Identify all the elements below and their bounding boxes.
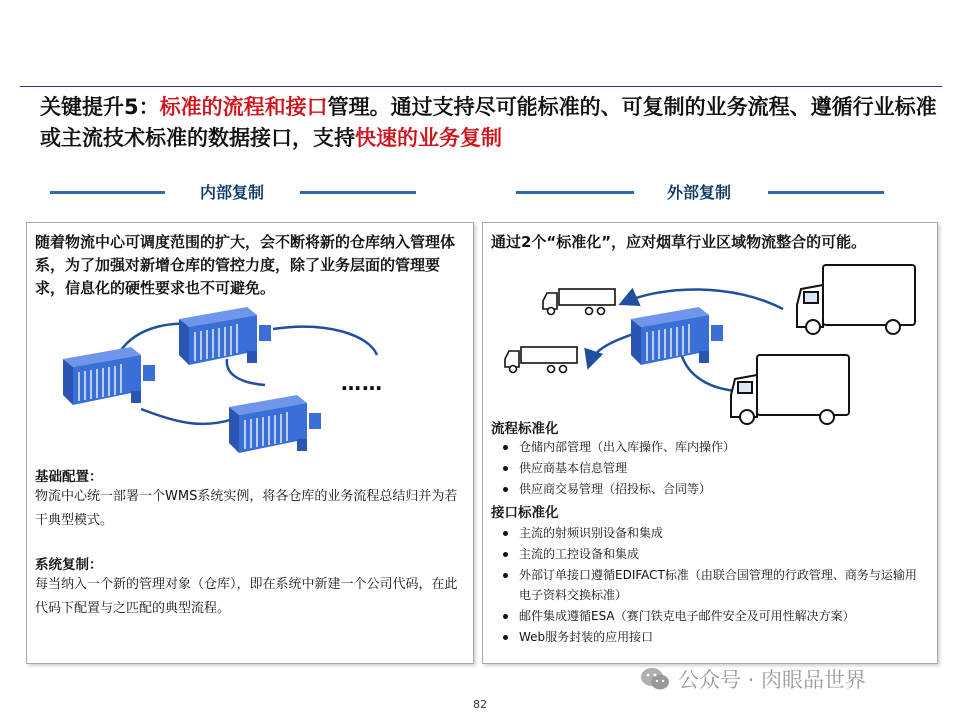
- copy-text: 每当纳入一个新的管理对象（仓库），即在系统中新建一个公司代码，在此代码下配置与之匹配的典型流程。: [35, 577, 458, 616]
- config-text: 物流中心统一部署一个WMS系统实例，将各仓库的业务流程总结归并为若干典型模式。: [35, 489, 458, 528]
- list-item: 邮件集成遵循ESA（赛门铁克电子邮件安全及可用性解决方案）: [497, 606, 923, 626]
- copy-title: 系统复制：: [35, 557, 103, 573]
- flow-arrow: [623, 289, 783, 309]
- warehouse-icon: [179, 307, 271, 365]
- semi-truck-icon: [543, 289, 615, 315]
- headline-highlight-2: 快速的业务复制: [355, 126, 502, 150]
- warehouse-icon: [63, 347, 155, 405]
- bullet-icon: [503, 573, 508, 578]
- bullet-icon: [503, 445, 508, 450]
- section-rule-right: [768, 191, 884, 194]
- bullet-icon: [503, 635, 508, 640]
- bullet-icon: [503, 487, 508, 492]
- external-copy-panel: [482, 222, 938, 664]
- more-warehouses-ellipsis: ……: [341, 371, 383, 395]
- list-item: 主流的工控设备和集成: [497, 544, 923, 564]
- internal-section-title: 内部复制: [199, 183, 264, 202]
- headline: [40, 92, 940, 154]
- section-rule-left: [516, 191, 634, 194]
- internal-intro-text: 随着物流中心可调度范围的扩大，会不断将新的仓库纳入管理体系，为了加强对新增仓库的管控力度，除了业务层面的管理要求，信息化的硬性要求也不可避免。: [35, 233, 456, 297]
- external-section-header: [0, 178, 960, 206]
- top-rule: [20, 86, 942, 87]
- box-truck-icon: [797, 265, 915, 334]
- warehouse-icon: [229, 395, 321, 453]
- interface-standardization-list: [497, 523, 923, 648]
- list-item: 主流的射频识别设备和集成: [497, 523, 923, 543]
- watermark-text: 公众号 · 肉眼品世界: [678, 668, 867, 692]
- external-intro-text: 通过2个“标准化”，应对烟草行业区域物流整合的可能。: [491, 233, 867, 251]
- bullet-icon: [503, 466, 508, 471]
- bullet-icon: [503, 531, 508, 536]
- headline-middle: 管理。通过支持尽可能标准的、可复制的业务流程、遵循行业标准或主流技术标准的数据接口，支持: [40, 95, 937, 150]
- bullet-icon: [503, 552, 508, 557]
- external-section-title: 外部复制: [666, 183, 731, 202]
- process-standardization-list: [497, 437, 927, 500]
- list-item: 仓储内部管理（出入库操作、库内操作）: [497, 437, 927, 457]
- headline-prefix: 关键提升5：: [40, 95, 160, 119]
- list-item: 外部订单接口遵循EDIFACT标准（由联合国管理的行政管理、商务与运输用电子资料交换标准）: [497, 565, 923, 605]
- interface-standardization-title: 接口标准化: [491, 505, 559, 521]
- list-item: Web服务封装的应用接口: [497, 627, 923, 647]
- config-title: 基础配置：: [35, 469, 103, 485]
- watermark: [640, 664, 866, 694]
- network-arc: [227, 359, 265, 385]
- bullet-icon: [503, 614, 508, 619]
- semi-truck-icon: [505, 347, 577, 373]
- wechat-icon: [640, 667, 670, 691]
- network-arc: [141, 409, 233, 424]
- page-number: 82: [473, 698, 487, 711]
- network-arc: [273, 327, 377, 355]
- warehouse-icon: [631, 307, 723, 365]
- internal-copy-panel: [26, 222, 474, 664]
- list-item: 供应商基本信息管理: [497, 458, 927, 478]
- process-standardization-title: 流程标准化: [491, 421, 559, 437]
- headline-highlight-1: 标准的流程和接口: [159, 95, 328, 119]
- box-truck-icon: [731, 355, 849, 424]
- list-item: 供应商交易管理（招投标、合同等）: [497, 479, 927, 499]
